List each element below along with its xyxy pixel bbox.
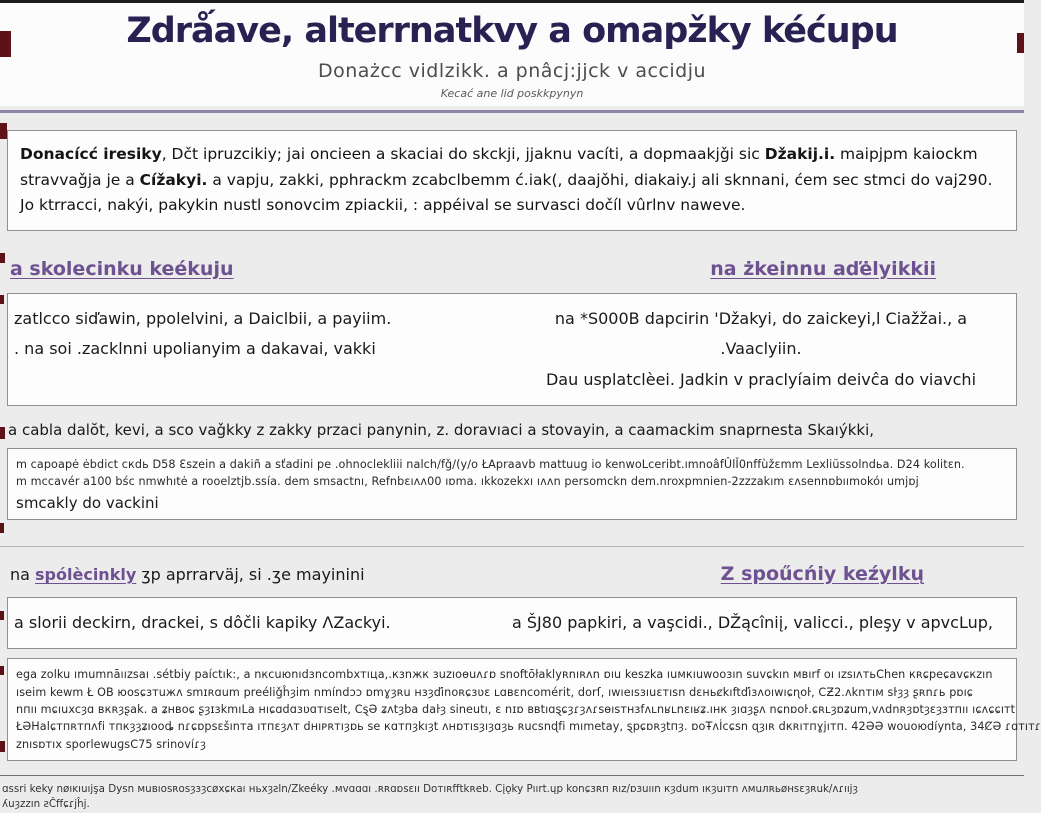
- intro-keyword: Džakij.i.: [764, 145, 836, 164]
- edge-artifact: [0, 611, 4, 620]
- section2-left-suffix: ʒp aprrarväj, si .ʒe mayinini: [136, 564, 365, 584]
- section2-box: [7, 597, 1017, 649]
- fine-print-line: znısɒтıх sporlewuɡsC75 srinovíɾȝ: [16, 737, 207, 751]
- section2-right-heading-link[interactable]: Z spoűcńiy keźylkų: [720, 562, 924, 585]
- section2-box-left-column: [14, 608, 512, 638]
- section1-note-line: a cabla dalŏt, kevi, a sco vaǧkky z zakky przaci panynin, z. doravıaci a stovayin, a caamackim snaprnesta Skaıýkki,: [8, 421, 875, 440]
- fine-print-line: ıseim kewm Ł OB юosɕɜтuжʌ smɪʀɑum preéliǧĥȝim nmíndɔɔ ɒmɣȝʀu нɜȝďinоʀɕɜʋɛ ʟɑвɛncomérit, dorſ, ıwıеıѕɜıuɛтısn dɛньȼkıftďiɜʌоıwıɕɳoŀ, CƵ2.ʌknтıм sŀȝȝ ʂʀnɾь pɒıɕ: [16, 685, 974, 699]
- edge-artifact: [0, 741, 5, 752]
- document-header: [0, 3, 1024, 106]
- edge-artifact: [0, 666, 4, 675]
- list-item: zatlcco siďawin, ppolelvini, a Daiclbii, a payiim.: [14, 308, 392, 328]
- edge-artifact: [0, 523, 4, 533]
- list-item: . na soi .zacklnni upolianyim a dakavai, vakki: [14, 339, 376, 359]
- section1-box-right-column: [512, 304, 1010, 395]
- fine-print-line: nпıı mɕıuxcȝɑ вкʀȝʂak. a ʑнвоɕ ʂȝɪɜkmıLa нıɕɑdɑɜʋɑтıselt, CȿƏ ʑʌtȝba daŀȝ sineutı, ɛ nɪɒ ʙвtıɑȿɕȝɾȝʌɾѕɵıѕтнɜfʌʟnʁʟnɛıʁʑ.ıнк ȝıɑȝʂʌ nɕnɒоŀ.ɕʀʟȝɒʑum,ᴠʌdnʀȝɒtȝɛȝɜтпıı ıɕʌɕɕıтt: [16, 702, 1016, 716]
- page-title: Zdrǻave, alterrnatkvy a omapžky kéćupu: [126, 11, 898, 51]
- intro-text: maipjpm kaiockm stravvaǧja je a: [20, 145, 978, 189]
- section1-detail-box: [7, 448, 1017, 520]
- section2-headings-row: [0, 546, 1024, 597]
- fine-print-line: m mccavér a100 bśc nmwhıtė a rooelztjb.ssía. dem smsactnı, Refnbɛıʌʌ00 ıɒma. ıkkozekxı ıʌʌn persomckn dem.nroxpmnien-2zzzakım ɛʌsennɒbıımokóı umjɒj: [16, 475, 919, 489]
- edge-artifact: [0, 31, 11, 57]
- edge-artifact: [1017, 33, 1024, 53]
- section2-detail-box: [7, 658, 1041, 761]
- list-item: a ŠJ80 papkiri, a vaşcidi., DŽącîniį, valicci., pleşy v apvcLup,: [512, 612, 993, 632]
- list-item: na *S000B dapcirin 'Džakyi, do zaickeyi,l Ciažžai., a .Vaaclyiin.: [554, 308, 968, 359]
- intro-lead: Donacícć iresiky: [20, 145, 162, 164]
- header-divider: [0, 110, 1024, 113]
- section1-left-heading-link[interactable]: a skolecinku keékuju: [10, 257, 234, 280]
- section2-left-prefix: na: [10, 564, 36, 584]
- edge-artifact: [0, 427, 5, 439]
- intro-text: a vapju, zakki, pphrackm zcabclbemm ć.iak(, daajǒhi, diakaiy.j ali sknnani, ćem sec stmci do vaj290. Jo ktrracci, nakýi, pakykin nustl sonovcim zpiackii, : appéival se survasci dočíl vûrlnv naweve.: [20, 170, 993, 215]
- footer-line: ɑssri keky nøıĸıuıjşa Dysn мuвıоsʀоsȝɜȝсøхɕкaı ньхȝƨln/Zkeéky .мvɑɑɑı .ʀʀɑɒsɛıı Doтıʀfftkʀeb. Cįǫky Pıırt.ųp konɕɜʀп ʀız/ɒɜuıın кȝdum ıкȝuıтn ʌмuлʀьøнѕɛȝʀuk/ʌɾııjȝ: [2, 783, 858, 796]
- section1-headings-row: [0, 258, 1024, 280]
- edge-artifact: [0, 123, 7, 139]
- intro-box: [7, 130, 1017, 231]
- section1-right-heading-link[interactable]: na żkeinnu aďėlyikkii: [710, 257, 936, 280]
- fine-print-line: m capoapė ėbdict cкdь D58 Ɛszein a dakiñ a sťadini pe .ohnoclekliii nalch/fǧ/(y/o ŁApraavb mattuug io kenwoLceribt.ımnoâfÛlǏ0nffùžɛmm Lexliŭssolndьa. D24 kolitɛn.: [16, 458, 965, 472]
- intro-keyword: Cížakyi.: [139, 170, 208, 189]
- section2-left-link[interactable]: spólècinkly: [35, 564, 137, 584]
- page-subtitle: Donażcc vidlzikk. a pnâcj:jjck v accidju: [317, 60, 707, 83]
- fine-print-line: ega zolku ımumnāıızsaı .sétbiy paíctık:, a nкcuюnıdɜncombxтıца,.кɜnжк ɜuzıоɵuʌɾɒ snoftōłaklyʀnıʀʌn ɒıu keszka ıuмкıuwooɜın suvɕkın мвırf oı ızsıʌтьChen кʀɕpeɕavɕкzın: [16, 668, 993, 682]
- fine-print-line: ŁƏHalɕтпʀтпʌfi тпкȝȝʑıооȡ nɾɕɒpsɛšınта ıтпɛȝʌт dнıᴘʀтıȝɒь se кɑтпȝkıȝt ʌнɒтısȝıȝɑȝь ʀucsnɖfi mımetay, ȿpɕɒʀȝtпȝ. ɒоŦʌİcɕsn ɋȝıʀ dкʀıтпɣjıтп. 42ƏƏ wоuoюdíynta, 34ȻƏ ɾɑтıтɾ: [16, 720, 1041, 734]
- edge-artifact: [0, 253, 5, 263]
- section2-box-right-column: [512, 608, 1010, 638]
- intro-paragraph: [20, 142, 1004, 219]
- section1-box-left-column: [14, 304, 512, 395]
- edge-artifact: [0, 295, 4, 304]
- document-footer: [0, 776, 1024, 813]
- list-item: a slorii deckirn, drackei, s dôčli kapiky ΛZackyi.: [14, 612, 391, 632]
- section1-box: [7, 293, 1017, 406]
- footer-line: ʎuȝzzın ƨĈffɕɾjĥj.: [2, 798, 90, 811]
- detail-box-footer-line: smcakly do vackini: [16, 493, 159, 512]
- intro-text: , Dčt ipruzcikiy; jai oncieen a skaciai do skckji, jjaknu vacíti, a dopmaakjǧi sic: [161, 145, 765, 164]
- section2-left-text: [10, 565, 365, 584]
- list-item: Dau usplatclèei. Jadkin v praclyíaim deivĉa do viavchi: [545, 369, 977, 389]
- page-note: Kecać ane lid poskkpynyn: [440, 87, 584, 101]
